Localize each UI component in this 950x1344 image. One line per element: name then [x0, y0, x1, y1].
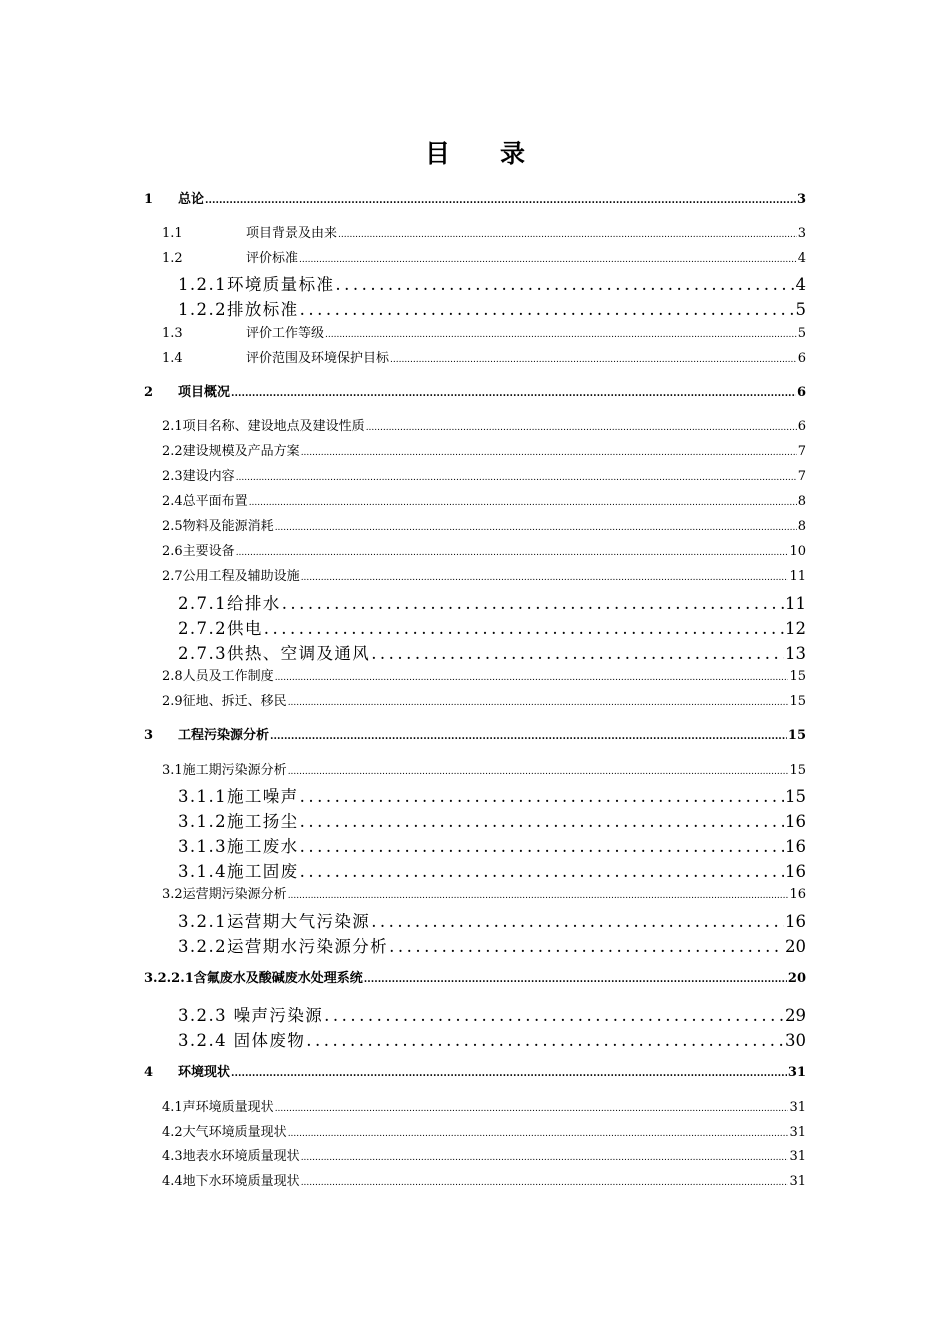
toc-entry[interactable]	[178, 1002, 806, 1026]
toc-entry-page: 6	[797, 351, 806, 366]
toc-dot-leader	[299, 251, 797, 266]
toc-entry-page: 12	[785, 619, 806, 638]
toc-dot-leader	[300, 862, 784, 881]
toc-entry-label: 2.9征地、拆迁、移民	[162, 694, 287, 709]
toc-entry-label: 3.2.4 固体废物	[178, 1031, 306, 1050]
toc-entry-number: 3	[144, 728, 154, 743]
toc-dot-leader	[288, 1125, 789, 1140]
toc-entry-page: 13	[785, 644, 806, 663]
toc-entry-label: 1.2.2排放标准	[178, 300, 299, 319]
toc-dot-leader	[300, 837, 784, 856]
toc-dot-leader	[231, 385, 796, 400]
toc-entry-page: 29	[785, 1006, 806, 1025]
toc-entry[interactable]	[178, 933, 806, 957]
toc-entry-page: 16	[785, 912, 806, 931]
toc-entry-label: 2.5物料及能源消耗	[162, 519, 274, 534]
toc-entry[interactable]	[162, 515, 806, 534]
toc-dot-leader	[389, 937, 784, 956]
toc-dot-leader	[300, 787, 784, 806]
toc-entry[interactable]	[162, 490, 806, 509]
toc-entry-page: 4	[795, 275, 806, 294]
toc-entry-page: 16	[785, 812, 806, 831]
toc-entry[interactable]	[178, 1027, 806, 1051]
toc-entry-number: 1.1	[162, 226, 183, 241]
toc-entry[interactable]	[178, 271, 806, 295]
toc-entry[interactable]	[162, 565, 806, 584]
toc-entry[interactable]	[178, 615, 806, 639]
toc-dot-leader	[288, 887, 789, 902]
toc-entry-label: 2.1项目名称、建设地点及建设性质	[162, 419, 365, 434]
toc-entry-label: 2.7.2供电	[178, 619, 263, 638]
toc-dot-leader	[288, 694, 789, 709]
toc-entry[interactable]	[178, 590, 806, 614]
toc-entry-page: 6	[797, 419, 806, 434]
toc-entry-page: 31	[789, 1149, 806, 1164]
toc-entry[interactable]	[178, 783, 806, 807]
toc-entry-label: 4.2大气环境质量现状	[162, 1125, 287, 1140]
toc-dot-leader	[366, 419, 797, 434]
toc-entry-page: 16	[785, 837, 806, 856]
toc-dot-leader	[282, 594, 784, 613]
toc-entry[interactable]	[162, 1096, 806, 1115]
toc-entry[interactable]	[144, 724, 806, 743]
toc-entry[interactable]	[162, 347, 806, 366]
toc-entry-label: 3.1.4施工固废	[178, 862, 299, 881]
toc-dot-leader	[325, 326, 797, 341]
toc-dot-leader	[371, 644, 784, 663]
toc-entry-label: 2.8人员及工作制度	[162, 669, 274, 684]
toc-entry-label: 2.2建设规模及产品方案	[162, 444, 300, 459]
toc-entry-label: 4.3地表水环境质量现状	[162, 1149, 300, 1164]
toc-entry-number: 1.4	[162, 351, 183, 366]
toc-entry[interactable]	[162, 883, 806, 902]
toc-dot-leader	[324, 1006, 784, 1025]
toc-dot-leader	[338, 226, 797, 241]
toc-entry-label: 1.2.1环境质量标准	[178, 275, 335, 294]
toc-dot-leader	[300, 300, 795, 319]
toc-entry-number: 1.2	[162, 251, 183, 266]
toc-entry-label: 4.4地下水环境质量现状	[162, 1174, 300, 1189]
toc-entry-label: 2.3建设内容	[162, 469, 235, 484]
toc-entry-page: 5	[797, 326, 806, 341]
toc-dot-leader	[264, 619, 784, 638]
toc-entry-page: 15	[785, 787, 806, 806]
toc-entry-label: 项目背景及由来	[246, 226, 338, 241]
toc-entry-label: 4.1声环境质量现状	[162, 1100, 274, 1115]
toc-entry-page: 20	[785, 937, 806, 956]
toc-dot-leader	[301, 569, 789, 584]
toc-entry-page: 16	[789, 887, 806, 902]
toc-entry-page: 15	[789, 694, 806, 709]
toc-entry-page: 4	[797, 251, 806, 266]
toc-entry[interactable]	[144, 381, 806, 400]
toc-entry-number: 2	[144, 385, 154, 400]
page-title	[0, 134, 950, 170]
toc-entry-page: 3	[796, 192, 806, 207]
toc-entry-page: 31	[787, 1065, 806, 1080]
toc-dot-leader	[335, 275, 794, 294]
toc-entry[interactable]	[162, 1145, 806, 1164]
toc-dot-leader	[275, 519, 797, 534]
toc-entry-label: 2.6主要设备	[162, 544, 235, 559]
toc-entry[interactable]	[162, 247, 806, 266]
toc-entry-page: 11	[789, 569, 806, 584]
toc-dot-leader	[301, 1174, 789, 1189]
toc-entry-page: 3	[797, 226, 806, 241]
toc-entry[interactable]	[178, 808, 806, 832]
toc-dot-leader	[231, 1065, 787, 1080]
toc-entry-label: 3.1施工期污染源分析	[162, 763, 287, 778]
toc-entry-label: 3.1.2施工扬尘	[178, 812, 299, 831]
toc-entry[interactable]	[162, 465, 806, 484]
toc-entry-page: 16	[785, 862, 806, 881]
toc-entry-label: 2.4总平面布置	[162, 494, 248, 509]
toc-dot-leader	[371, 912, 784, 931]
toc-entry-number: 4	[144, 1065, 154, 1080]
toc-entry[interactable]	[162, 322, 806, 341]
toc-entry[interactable]	[144, 1061, 806, 1080]
toc-entry-page: 15	[789, 669, 806, 684]
toc-entry-label: 3.2运营期污染源分析	[162, 887, 287, 902]
toc-entry[interactable]	[178, 640, 806, 664]
toc-entry-page: 20	[787, 971, 806, 986]
toc-entry-page: 5	[795, 300, 806, 319]
toc-entry-label: 2.7.1给排水	[178, 594, 281, 613]
toc-entry[interactable]	[162, 440, 806, 459]
toc-entry-number: 1.3	[162, 326, 183, 341]
toc-dot-leader	[205, 192, 796, 207]
toc-dot-leader	[270, 728, 787, 743]
toc-dot-leader	[236, 544, 789, 559]
toc-entry[interactable]	[162, 690, 806, 709]
toc-entry-page: 7	[797, 469, 806, 484]
toc-entry-label: 2.7公用工程及辅助设施	[162, 569, 300, 584]
toc-entry[interactable]	[178, 833, 806, 857]
toc-entry-label: 3.1.3施工废水	[178, 837, 299, 856]
toc-dot-leader	[236, 469, 797, 484]
toc-entry[interactable]	[144, 188, 806, 207]
toc-entry-page: 31	[789, 1100, 806, 1115]
toc-dot-leader	[249, 494, 797, 509]
toc-dot-leader	[301, 444, 797, 459]
toc-entry[interactable]	[162, 415, 806, 434]
toc-entry-label: 项目概况	[178, 385, 231, 400]
toc-entry[interactable]	[178, 858, 806, 882]
toc-entry-number: 1	[144, 192, 154, 207]
toc-entry-page: 15	[789, 763, 806, 778]
toc-dot-leader	[364, 971, 787, 986]
toc-entry-page: 31	[789, 1125, 806, 1140]
toc-entry-label: 评价工作等级	[246, 326, 325, 341]
toc-dot-leader	[390, 351, 797, 366]
toc-entry[interactable]	[162, 540, 806, 559]
title-char-1: 目	[424, 139, 450, 168]
toc-entry-page: 31	[789, 1174, 806, 1189]
toc-entry-label: 3.2.2.1含氟废水及酸碱废水处理系统	[144, 971, 363, 986]
toc-entry-label: 3.2.2运营期水污染源分析	[178, 937, 389, 956]
toc-dot-leader	[288, 763, 789, 778]
toc-dot-leader	[275, 669, 789, 684]
toc-entry-page: 10	[789, 544, 806, 559]
toc-entry[interactable]	[144, 967, 806, 986]
toc-entry-label: 工程污染源分析	[178, 728, 270, 743]
toc-entry-page: 15	[787, 728, 806, 743]
toc-entry-label: 3.2.3 噪声污染源	[178, 1006, 324, 1025]
toc-entry-page: 7	[797, 444, 806, 459]
toc-dot-leader	[275, 1100, 789, 1115]
toc-entry-label: 总论	[178, 192, 205, 207]
toc-entry-label: 环境现状	[178, 1065, 231, 1080]
toc-entry[interactable]	[162, 222, 806, 241]
toc-entry-label: 2.7.3供热、空调及通风	[178, 644, 371, 663]
toc-entry-label: 3.2.1运营期大气污染源	[178, 912, 371, 931]
toc-entry-label: 评价标准	[246, 251, 299, 266]
toc-entry-page: 8	[797, 519, 806, 534]
toc-entry-page: 8	[797, 494, 806, 509]
toc-dot-leader	[306, 1031, 784, 1050]
toc-entry[interactable]	[162, 665, 806, 684]
toc-dot-leader	[301, 1149, 789, 1164]
toc-entry-label: 3.1.1施工噪声	[178, 787, 299, 806]
toc-dot-leader	[300, 812, 784, 831]
toc-entry[interactable]	[162, 1170, 806, 1189]
toc-entry-label: 评价范围及环境保护目标	[246, 351, 390, 366]
toc-entry[interactable]	[162, 759, 806, 778]
toc-entry[interactable]	[162, 1121, 806, 1140]
toc-entry-page: 6	[796, 385, 806, 400]
toc-entry-page: 11	[785, 594, 806, 613]
toc-entry[interactable]	[178, 296, 806, 320]
toc-entry[interactable]	[178, 908, 806, 932]
toc-entry-page: 30	[785, 1031, 806, 1050]
title-char-2: 录	[500, 139, 526, 168]
